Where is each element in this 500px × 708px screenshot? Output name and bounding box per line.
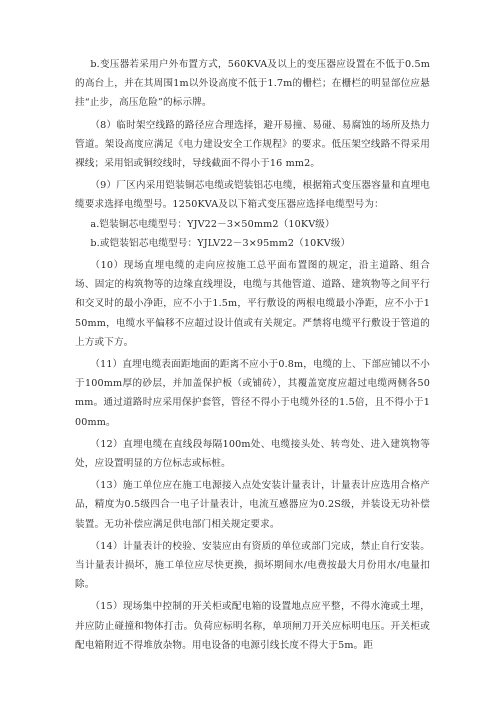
paragraph-item-14: （14）计量表计的校验、安装应由有资质的单位或部门完成，禁止自行安装。当计量表计损坏，施工单位应尽快更换，损坏期间水/电费按最大月份用水/电量扣除。 [75,540,430,591]
paragraph-item-9b: b.或铠装铝芯电缆型号：YJLV22－3×95mm2（10KV级） [90,237,351,249]
paragraph-item-13: （13）施工单位应在施工电源接入点处安装计量表计，计量表计应选用合格产品，精度为0.5级四合一电子计量表计，电流互感器应为0.2S级，并装设无功补偿装置。无功补偿应满足供电部门相关规定要求。 [75,480,430,530]
paragraph-item-12: （12）直埋电缆在直线段每隔100m处、电缆接头处、转弯处、进入建筑物等处，应设置明显的方位标志或标桩。 [75,438,430,470]
paragraph-item-9a: a.铠装铜芯电缆型号：YJV22－3×50mm2（10KV级） [90,218,335,230]
paragraph-item-15: （15）现场集中控制的开关柜或配电箱的设置地点应平整，不得水淹或土埋，并应防止碰撞和物体打击。负荷应标明名称，单项闸刀开关应标明电压。开关柜或配电箱附近不得堆放杂物。用电设备的电源引线长度不得大于5m。距 [75,601,430,651]
document-body [75,55,430,655]
paragraph-item-8: （8）临时架空线路的路径应合理选择，避开易撞、易碰、易腐蚀的场所及热力管道。架设高度应满足《电力建设安全工作规程》的要求。低压架空线路不得采用裸线；采用铝或铜绞线时，导线截面不得小于16 mm2。 [75,119,430,170]
paragraph-transformer-outdoor: b.变压器若采用户外布置方式，560KVA及以上的变压器应设置在不低于0.5m的高台上，并在其周围1m以外设高度不低于1.7m的栅栏；在栅栏的明显部位应悬挂“止步，高压危险”的标示牌。 [75,59,430,109]
paragraph-item-10: （10）现场直埋电缆的走向应按施工总平面布置图的规定，沿主道路、组合场、固定的构筑物等的边缘直线埋设，电缆与其他管道、道路、建筑物等之间平行和交叉时的最小净距，应不小于1.5m，平行敷设的两根电缆最小净距，应不小于150mm，电缆水平偏移不应超过设计值或有关规定。严禁将电缆平行敷设于管道的上方或下方。 [75,260,430,348]
paragraph-item-11: （11）直埋电缆表面距地面的距离不应小于0.8m，电缆的上、下部应铺以不小于100mm厚的砂层，并加盖保护板（或铺砖），其覆盖宽度应超过电缆两侧各50mm。通过道路时应采用保护套管，管径不得小于电缆外径的1.5倍，且不得小于100mm。 [75,359,430,428]
paragraph-item-9: （9）厂区内采用铠装铜芯电缆或铠装铝芯电缆，根据箱式变压器容量和直埋电缆要求选择电缆型号。1250KVA及以下箱式变压器应选择电缆型号为： [75,180,430,211]
